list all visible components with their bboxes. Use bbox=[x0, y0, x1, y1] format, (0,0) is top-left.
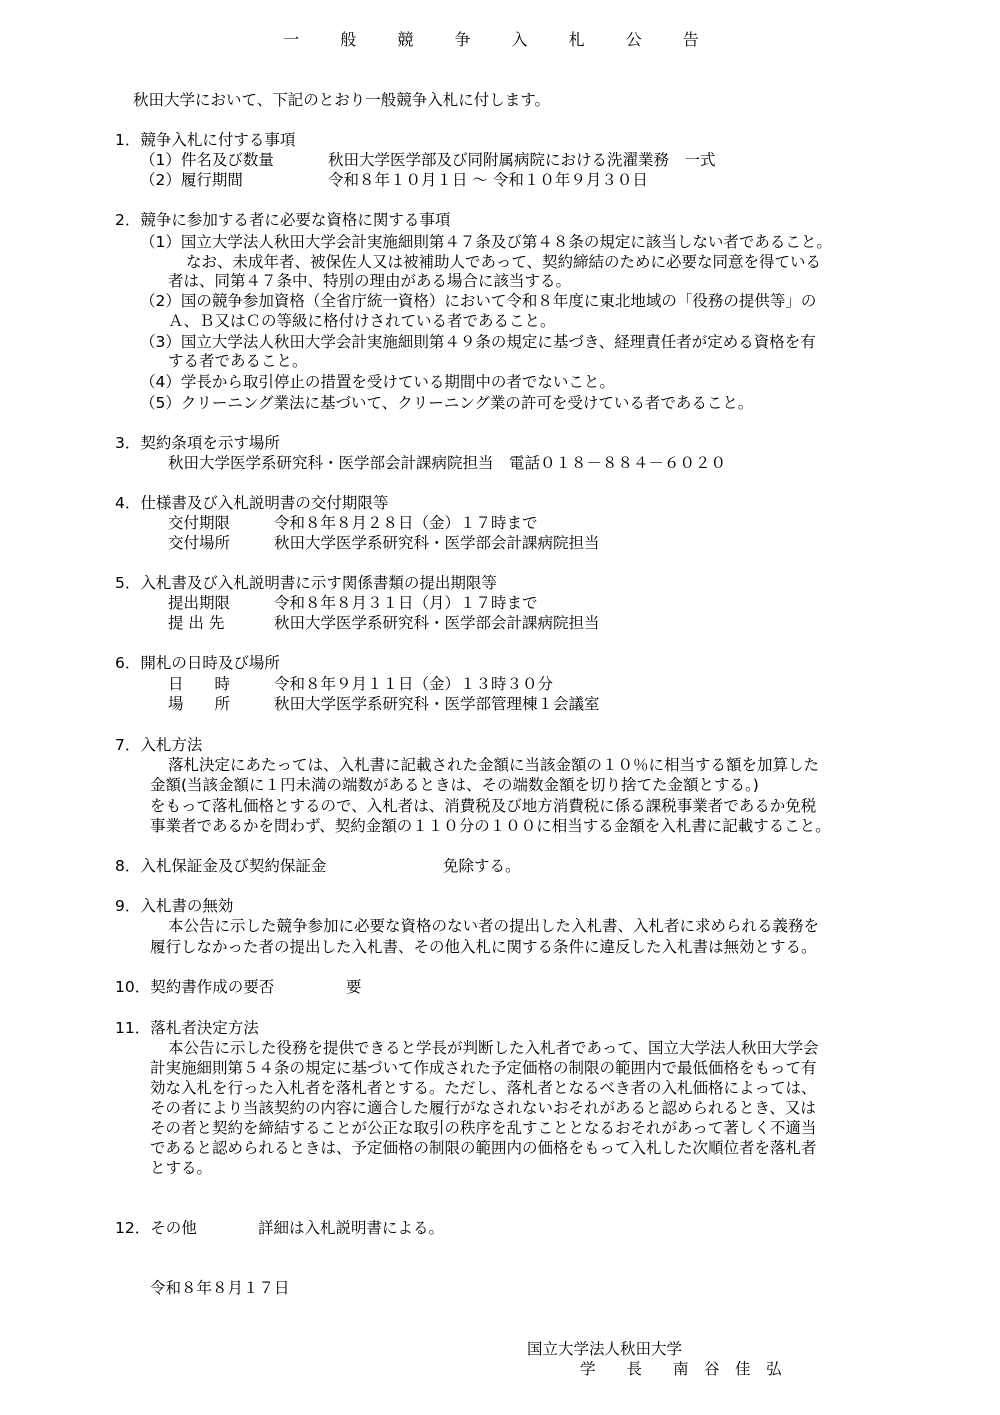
section-2-line: （3）国立大学法人秋田大学会計実施細則第４９条の規定に基づき、経理責任者が定める資格を有 bbox=[140, 333, 816, 351]
section-2-line: 者は、同第４７条中、特別の理由がある場合に該当する。 bbox=[168, 272, 572, 290]
section-7-line: 事業者であるかを問わず、契約金額の１１０分の１００に相当する金額を入札書に記載すること。 bbox=[150, 817, 831, 835]
section-4-heading: 4．仕様書及び入札説明書の交付期限等 bbox=[115, 494, 389, 512]
section-4-label-1: 交付期限 bbox=[168, 514, 231, 532]
section-11-line: その者により当該契約の内容に適合した履行がなされないおそれがあると認められるとき、又は bbox=[150, 1099, 816, 1117]
section-4-value-2: 秋田大学医学系研究科・医学部会計課病院担当 bbox=[274, 534, 600, 552]
section-1-label-1: （1）件名及び数量 bbox=[140, 151, 274, 169]
section-2-line: （2）国の競争参加資格（全省庁統一資格）において令和８年度に東北地域の「役務の提供等」の bbox=[140, 292, 817, 310]
section-3-line: 秋田大学医学系研究科・医学部会計課病院担当 電話０１８－８８４－６０２０ bbox=[168, 454, 727, 472]
issue-date: 令和８年８月１７日 bbox=[150, 1279, 290, 1297]
section-11-line: 計実施細則第５４条の規定に基づいて作成された予定価格の制限の範囲内で最低価格をもって有 bbox=[150, 1059, 817, 1077]
section-4-label-2: 交付場所 bbox=[168, 534, 231, 552]
section-1-value-1: 秋田大学医学部及び同附属病院における洗濯業務 一式 bbox=[328, 151, 716, 169]
section-5-heading: 5．入札書及び入札説明書に示す関係書類の提出期限等 bbox=[115, 574, 497, 592]
section-5-label-1: 提出期限 bbox=[168, 594, 231, 612]
organization-name: 国立大学法人秋田大学 bbox=[527, 1340, 683, 1358]
section-11-line: とする。 bbox=[150, 1159, 213, 1177]
section-1-label-2: （2）履行期間 bbox=[140, 171, 243, 189]
section-7-line: をもって落札価格とするので、入札者は、消費税及び地方消費税に係る課税事業者であるか免税 bbox=[150, 797, 817, 815]
section-2-line: （5）クリーニング業法に基づいて、クリーニング業の許可を受けている者であること。 bbox=[140, 394, 754, 412]
section-6-label-2: 場 所 bbox=[168, 695, 231, 713]
section-6-label-1: 日 時 bbox=[168, 675, 231, 693]
section-1-heading: 1．競争入札に付する事項 bbox=[115, 131, 296, 149]
section-11-heading: 11．落札者決定方法 bbox=[115, 1019, 259, 1037]
section-10-value: 要 bbox=[346, 978, 362, 996]
section-2-line: なお、未成年者、被保佐人又は被補助人であって、契約締結のために必要な同意を得ている bbox=[186, 253, 822, 271]
section-2-line: （4）学長から取引停止の措置を受けている期間中の者でないこと。 bbox=[140, 373, 615, 391]
section-5-value-2: 秋田大学医学系研究科・医学部会計課病院担当 bbox=[274, 614, 600, 632]
section-5-label-2: 提 出 先 bbox=[168, 614, 225, 632]
document-title: 一 般 競 争 入 札 公 告 bbox=[283, 30, 717, 49]
section-3-heading: 3．契約条項を示す場所 bbox=[115, 434, 280, 452]
section-12-heading: 12．その他 bbox=[115, 1219, 197, 1237]
section-11-line: であると認められるときは、予定価格の制限の範囲内の価格をもって入札した次順位者を落札者 bbox=[150, 1139, 817, 1157]
section-6-value-2: 秋田大学医学系研究科・医学部管理棟１会議室 bbox=[274, 695, 600, 713]
section-4-value-1: 令和８年８月２８日（金）１７時まで bbox=[274, 514, 538, 532]
section-2-heading: 2．競争に参加する者に必要な資格に関する事項 bbox=[115, 211, 451, 229]
section-5-value-1: 令和８年８月３１日（月）１７時まで bbox=[274, 594, 538, 612]
section-1-value-2: 令和８年１０月１日 ～ 令和１０年９月３０日 bbox=[328, 171, 648, 189]
section-7-heading: 7．入札方法 bbox=[115, 736, 203, 754]
section-11-line: その者と契約を締結することが公正な取引の秩序を乱すこととなるおそれがあって著しく不適当 bbox=[150, 1119, 817, 1137]
intro-text: 秋田大学において、下記のとおり一般競争入札に付します。 bbox=[133, 91, 550, 109]
section-12-value: 詳細は入札説明書による。 bbox=[258, 1219, 445, 1237]
section-6-value-1: 令和８年９月１１日（金）１３時３０分 bbox=[274, 675, 554, 693]
section-11-line: 本公告に示した役務を提供できると学長が判断した入札者であって、国立大学法人秋田大学会 bbox=[168, 1039, 819, 1057]
section-9-heading: 9．入札書の無効 bbox=[115, 897, 234, 915]
section-7-line: 金額(当該金額に１円未満の端数があるときは、その端数金額を切り捨てた金額とする。) bbox=[150, 776, 759, 794]
section-11-line: 効な入札を行った入札者を落札者とする。ただし、落札者となるべき者の入札価格によっては、 bbox=[150, 1079, 817, 1097]
section-9-line: 履行しなかった者の提出した入札書、その他入札に関する条件に違反した入札書は無効とする。 bbox=[150, 938, 817, 956]
section-8-value: 免除する。 bbox=[443, 857, 521, 875]
section-2-line: （1）国立大学法人秋田大学会計実施細則第４７条及び第４８条の規定に該当しない者であること。 bbox=[140, 233, 832, 251]
section-8-heading: 8．入札保証金及び契約保証金 bbox=[115, 857, 327, 875]
section-6-heading: 6．開札の日時及び場所 bbox=[115, 654, 280, 672]
section-9-line: 本公告に示した競争参加に必要な資格のない者の提出した入札書、入札者に求められる義務を bbox=[168, 917, 820, 935]
section-2-line: する者であること。 bbox=[168, 352, 308, 370]
section-10-heading: 10．契約書作成の要否 bbox=[115, 978, 275, 996]
signer-name: 学 長 南 谷 佳 弘 bbox=[580, 1360, 782, 1378]
section-2-line: Ａ、Ｂ又はＣの等級に格付けされている者であること。 bbox=[168, 312, 556, 330]
section-7-line: 落札決定にあたっては、入札書に記載された金額に当該金額の１０％に相当する額を加算した bbox=[168, 756, 820, 774]
